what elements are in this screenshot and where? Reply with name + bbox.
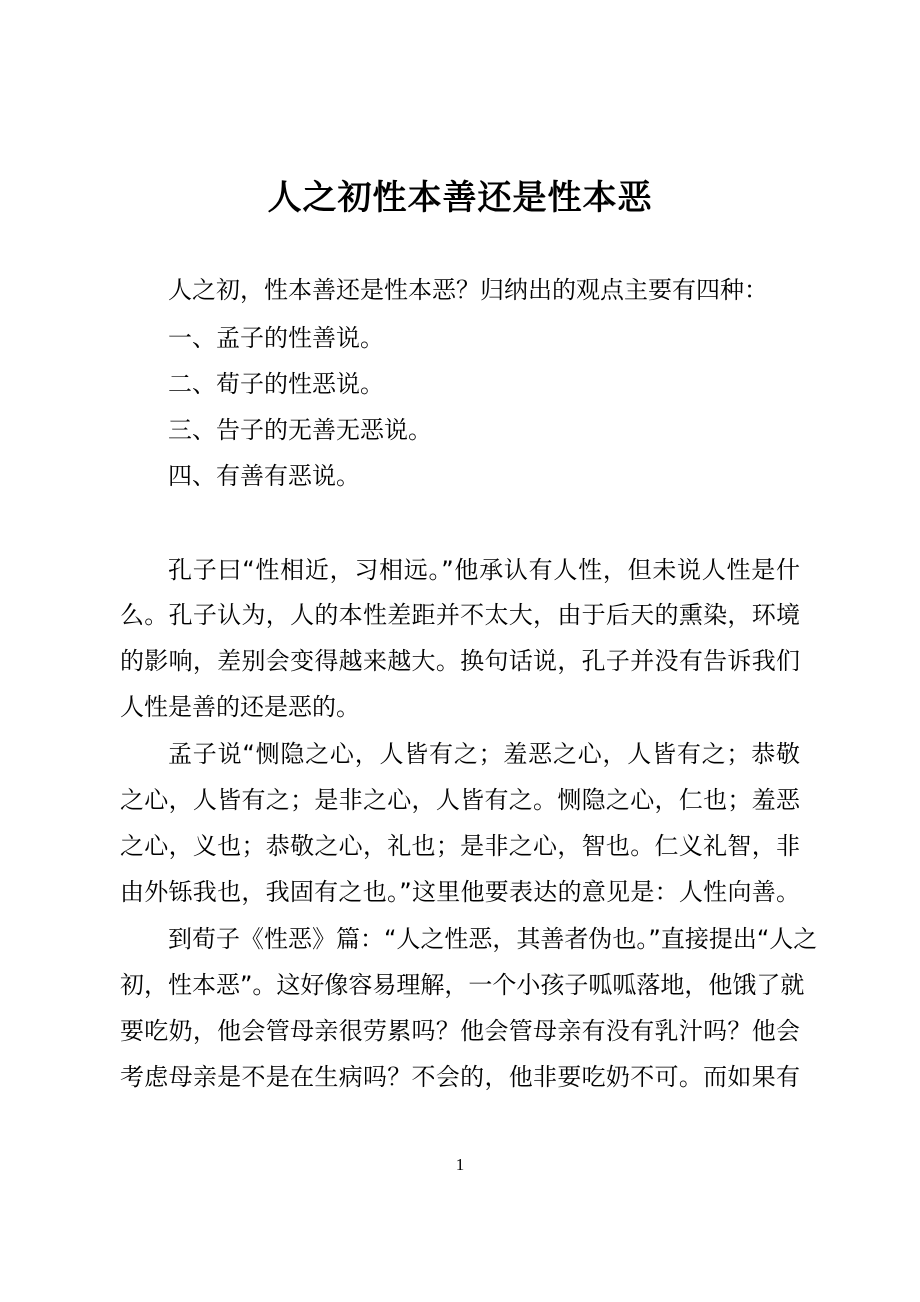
list-item: 一、孟子的性善说。 (168, 324, 384, 352)
page-number: 1 (455, 1155, 465, 1174)
paragraph-line: 之心，人皆有之；是非之心，人皆有之。恻隐之心，仁也；羞恶 (120, 786, 800, 814)
intro-lead: 人之初，性本善还是性本恶？归纳出的观点主要有四种： (168, 276, 768, 304)
paragraph-line: 初，性本恶”。这好像容易理解，一个小孩子呱呱落地，他饿了就 (120, 971, 805, 999)
paragraph-line: 要吃奶，他会管母亲很劳累吗？他会管母亲有没有乳汁吗？他会 (120, 1017, 800, 1045)
paragraph-line: 人性是善的还是恶的。 (120, 693, 360, 721)
list-item: 三、告子的无善无恶说。 (168, 416, 432, 444)
paragraph-line: 孔子曰“性相近，习相远。”他承认有人性，但未说人性是什 (168, 556, 800, 584)
paragraph-line: 到荀子《性恶》篇：“人之性恶，其善者伪也。”直接提出“人之 (168, 925, 818, 953)
paragraph-line: 由外铄我也，我固有之也。”这里他要表达的意见是：人性向善。 (120, 878, 800, 906)
paragraph-line: 之心，义也；恭敬之心，礼也；是非之心，智也。仁义礼智，非 (120, 832, 800, 860)
list-item: 四、有善有恶说。 (168, 462, 360, 490)
paragraph-line: 么。孔子认为，人的本性差距并不太大，由于后天的熏染，环境 (120, 601, 800, 629)
document-title: 人之初性本善还是性本恶 (267, 178, 653, 218)
list-item: 二、荀子的性恶说。 (168, 370, 384, 398)
paragraph-line: 考虑母亲是不是在生病吗？不会的，他非要吃奶不可。而如果有 (120, 1063, 800, 1091)
paragraph-line: 孟子说“恻隐之心，人皆有之；羞恶之心，人皆有之；恭敬 (168, 740, 800, 768)
paragraph-line: 的影响，差别会变得越来越大。换句话说，孔子并没有告诉我们 (120, 647, 800, 675)
